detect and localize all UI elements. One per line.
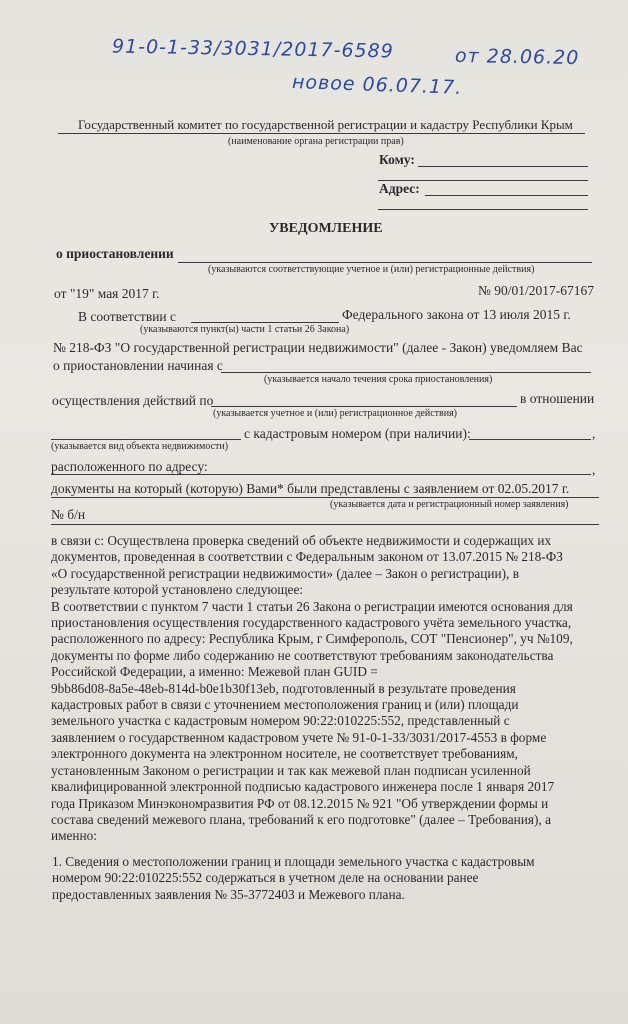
reason-line: состава сведений межевого плана, требований к его подготовке" (далее – Требования), а xyxy=(51,811,551,827)
registration-organ: Государственный комитет по государственной регистрации и кадастру Республики Крым xyxy=(78,117,573,132)
para6-text: документы на который (которую) Вами* были представлены с заявлением от 02.05.2017 г. xyxy=(51,481,570,496)
para6-caption: (указывается дата и регистрационный номер заявления) xyxy=(330,499,569,510)
reason-line: В соответствии с пунктом 7 части 1 статьи 26 Закона о регистрации имеются основания для xyxy=(51,598,573,614)
reason-text xyxy=(51,533,606,845)
handwritten-number: 91-0-1-33/3031/2017-6589 xyxy=(111,35,394,63)
reason-line: Российской Федерации, а именно: Межевой план GUID = xyxy=(51,664,378,680)
para1-prefix: В соответствии с xyxy=(78,309,177,324)
to-label: Кому: xyxy=(379,152,415,167)
reason-line: документы по форме либо содержанию не соответствуют требованиям законодательства xyxy=(51,647,554,663)
para3-suffix: в отношении xyxy=(520,391,595,406)
para1-line xyxy=(191,322,339,323)
para2-line2: о приостановлении начиная с xyxy=(53,358,223,373)
reason-line: квалифицированной электронной подписью кадастрового инженера после 1 января 2017 xyxy=(51,779,555,795)
notice-date: от "19" мая 2017 г. xyxy=(54,286,160,301)
para7-line xyxy=(51,524,599,525)
item-1-line: 1. Сведения о местоположении границ и площади земельного участка с кадастровым xyxy=(52,854,535,869)
reason-line: установленным Законом о регистрации и так как межевой план подписан усиленной xyxy=(51,762,531,778)
reason-line: «О государственной регистрации недвижимости» (далее – Закон о регистрации), в xyxy=(51,565,519,581)
reason-line: 9bb86d08-8a5e-48eb-814d-b0e1b30f13eb, подготовленный в результате проведения xyxy=(51,680,516,696)
para4-line-left xyxy=(51,439,241,440)
suspension-line xyxy=(178,262,592,263)
para6-line xyxy=(51,497,599,498)
item-1-line: номером 90:22:010225:552 содержаться в учетном деле на основании ранее xyxy=(52,870,479,886)
reason-line: в связи с: Осуществлена проверка сведений об объекте недвижимости и содержащих их xyxy=(51,533,552,548)
item-1 xyxy=(52,854,607,903)
para1-suffix: Федерального закона от 13 июля 2015 г. xyxy=(342,307,571,322)
address-label: Адрес: xyxy=(379,181,420,196)
handwritten-note: новое 06.07.17. xyxy=(291,71,463,99)
reason-line: приостановления осуществления государственного кадастрового учёта земельного участка, xyxy=(51,615,572,631)
para2-line1: № 218-ФЗ "О государственной регистрации недвижимости" (далее - Закон) уведомляем Вас xyxy=(53,340,583,355)
reason-line: именно: xyxy=(51,828,98,844)
para4-middle: с кадастровым номером (при наличии): xyxy=(244,426,471,441)
notice-number: № 90/01/2017-67167 xyxy=(478,283,595,298)
organ-caption: (наименование органа регистрации прав) xyxy=(228,136,404,147)
document-title: УВЕДОМЛЕНИЕ xyxy=(269,221,383,236)
para4-comma: , xyxy=(592,426,596,441)
reason-line: года Приказом Минэкономразвития РФ от 08.12.2015 № 921 "Об утверждении формы и xyxy=(51,795,549,811)
reason-line: земельного участка с кадастровым номером 90:22:010225:552, представленный с xyxy=(51,713,510,729)
reason-line: кадастровых работ в связи с уточнением местоположения границ и (или) площади xyxy=(51,697,519,713)
para5-text: расположенного по адресу: xyxy=(51,459,208,474)
reason-line: заявлением о государственном кадастровом учете № 91-0-1-33/3031/2017-4553 в форме xyxy=(51,729,547,745)
para3-caption: (указывается учетное и (или) регистрационное действия) xyxy=(213,408,458,419)
para2-line xyxy=(221,372,591,373)
para2-caption: (указывается начало течения срока приостановления) xyxy=(264,374,493,385)
para5-comma: , xyxy=(592,462,596,477)
address-line-1 xyxy=(425,195,588,196)
item-1-line: предоставленных заявления № 35-3772403 и Межевого плана. xyxy=(52,886,405,902)
reason-line: результате которой установлено следующее: xyxy=(51,582,304,598)
handwritten-date: от 28.06.20 xyxy=(454,44,580,70)
para4-line-right xyxy=(469,439,591,440)
para4-caption: (указывается вид объекта недвижимости) xyxy=(51,441,229,452)
para3-line xyxy=(211,406,517,407)
reason-line: документов, проведенная в соответствии с Федеральным законом от 13.07.2015 № 218-ФЗ xyxy=(51,549,563,565)
suspension-caption: (указываются соответствующие учетное и (или) регистрационные действия) xyxy=(208,264,535,275)
para7-text: № б/н xyxy=(51,507,86,522)
reason-line: расположенного по адресу: Республика Крым, г Симферополь, СОТ "Пенсионер", уч №109, xyxy=(51,631,573,647)
address-line-2 xyxy=(378,209,588,210)
para5-line xyxy=(51,474,591,475)
suspension-label: о приостановлении xyxy=(56,246,174,261)
para3-prefix: осуществления действий по xyxy=(52,393,214,408)
reason-line: электронного документа на электронном носителе, не соответствует требованиям, xyxy=(51,746,518,762)
to-line-1 xyxy=(418,166,588,167)
organ-underline xyxy=(58,133,585,134)
para1-caption: (указываются пункт(ы) части 1 статьи 26 Закона) xyxy=(140,324,350,335)
